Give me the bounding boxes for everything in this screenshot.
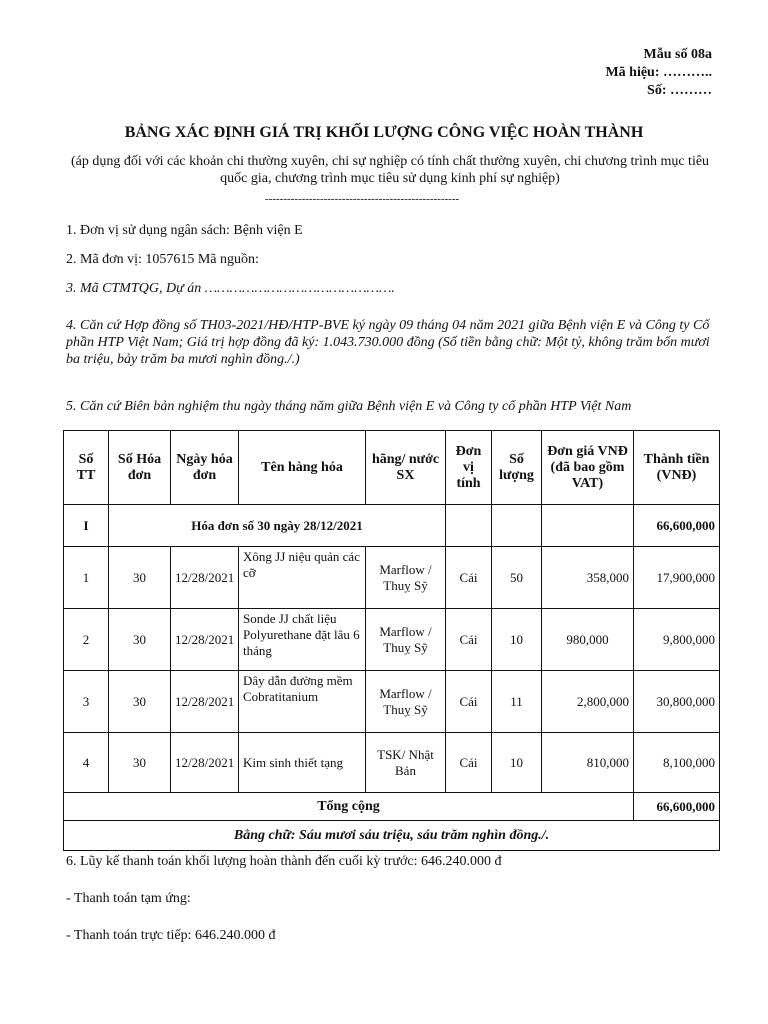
header-amount: Thành tiền (VNĐ) [634, 431, 720, 505]
group-empty-qty [492, 505, 542, 547]
row-unit-price: 2,800,000 [542, 671, 634, 733]
row-unit: Cái [446, 733, 492, 793]
header-row [64, 431, 720, 505]
row-item-name: Kim sinh thiết tạng [239, 733, 366, 793]
row-unit-price: 810,000 [542, 733, 634, 793]
row-item-name: Xông JJ niệu quản các cỡ [239, 547, 366, 609]
table-row [64, 671, 720, 733]
row-quantity: 50 [492, 547, 542, 609]
table-row [64, 547, 720, 609]
acceptance-line: 5. Căn cứ Biên bản nghiệm thu ngày tháng năm giữa Bệnh viện E và Công ty cổ phần HTP Việt Nam [66, 399, 632, 414]
row-quantity: 10 [492, 733, 542, 793]
row-invoice: 30 [109, 547, 171, 609]
header-invoice: Số Hóa đơn [109, 431, 171, 505]
project-code-line: 3. Mã CTMTQG, Dự án ………………………………………. [66, 281, 395, 296]
row-unit: Cái [446, 547, 492, 609]
row-amount: 9,800,000 [634, 609, 720, 671]
row-date: 12/28/2021 [171, 671, 239, 733]
document-title: BẢNG XÁC ĐỊNH GIÁ TRỊ KHỐI LƯỢNG CÔNG VIỆC HOÀN THÀNH [124, 124, 644, 141]
cumulative-payment-line: 6. Lũy kế thanh toán khối lượng hoàn thành đến cuối kỳ trước: 646.240.000 đ [66, 854, 502, 869]
form-meta [605, 46, 712, 100]
row-invoice: 30 [109, 609, 171, 671]
document-subtitle: (áp dụng đối với các khoản chi thường xuyên, chi sự nghiệp có tính chất thường xuyên, chi chương trình mục tiêu quốc gia, chương trình mục tiêu sử dụng kinh phí sự nghiệp) [70, 154, 710, 186]
row-date: 12/28/2021 [171, 733, 239, 793]
row-invoice: 30 [109, 733, 171, 793]
contract-line: 4. Căn cứ Hợp đồng số TH03-2021/HĐ/HTP-BVE ký ngày 09 tháng 04 năm 2021 giữa Bệnh viện E và Công ty Cổ phần HTP Việt Nam; Giá trị hợp đồng đã ký: 1.043.730.000 đồng (Số tiền bằng chữ: Một tỷ, không trăm bốn mươi ba triệu, bảy trăm ba mươi nghìn đồng./.) [66, 318, 710, 367]
header-item-name: Tên hàng hóa [239, 431, 366, 505]
form-number: Mẫu số 08a [643, 47, 712, 62]
row-amount: 30,800,000 [634, 671, 720, 733]
row-quantity: 11 [492, 671, 542, 733]
row-invoice: 30 [109, 671, 171, 733]
row-index: 2 [64, 609, 109, 671]
row-unit-price: 980,000 [542, 609, 634, 671]
in-words-row [64, 821, 720, 851]
row-maker: Marflow / Thuỵ Sỹ [366, 609, 446, 671]
row-item-name: Sonde JJ chất liệu Polyurethane đặt lâu 6 tháng [239, 609, 366, 671]
group-row [64, 505, 720, 547]
group-total: 66,600,000 [634, 505, 720, 547]
row-date: 12/28/2021 [171, 547, 239, 609]
header-quantity: Số lượng [492, 431, 542, 505]
row-quantity: 10 [492, 609, 542, 671]
unit-code-line: 2. Mã đơn vị: 1057615 Mã nguồn: [66, 252, 259, 267]
row-maker: Marflow / Thuỵ Sỹ [366, 547, 446, 609]
budget-unit-line: 1. Đơn vị sử dụng ngân sách: Bệnh viện E [66, 223, 303, 238]
row-unit: Cái [446, 671, 492, 733]
separator-rule: ----------------------------------------------------- [265, 193, 460, 205]
row-maker: TSK/ Nhật Bản [366, 733, 446, 793]
row-index: 3 [64, 671, 109, 733]
total-label: Tổng cộng [64, 793, 634, 821]
header-unit-price: Đơn giá VNĐ (đã bao gồm VAT) [542, 431, 634, 505]
row-amount: 8,100,000 [634, 733, 720, 793]
group-label: Hóa đơn số 30 ngày 28/12/2021 [109, 505, 446, 547]
total-value: 66,600,000 [634, 793, 720, 821]
header-index: Số TT [64, 431, 109, 505]
items-table [63, 430, 720, 851]
total-row [64, 793, 720, 821]
document-number: Số: ……… [647, 83, 712, 98]
row-date: 12/28/2021 [171, 609, 239, 671]
advance-payment-line: - Thanh toán tạm ứng: [66, 891, 191, 906]
form-code: Mã hiệu: ……….. [605, 65, 712, 80]
table-row [64, 609, 720, 671]
row-index: 4 [64, 733, 109, 793]
total-in-words: Bằng chữ: Sáu mươi sáu triệu, sáu trăm nghìn đồng./. [64, 821, 720, 851]
group-empty-unit [446, 505, 492, 547]
row-amount: 17,900,000 [634, 547, 720, 609]
header-maker: hãng/ nước SX [366, 431, 446, 505]
direct-payment-line: - Thanh toán trực tiếp: 646.240.000 đ [66, 928, 276, 943]
table-row [64, 733, 720, 793]
row-item-name: Dây dẫn đường mềm Cobratitanium [239, 671, 366, 733]
row-index: 1 [64, 547, 109, 609]
row-maker: Marflow / Thuỵ Sỹ [366, 671, 446, 733]
header-date: Ngày hóa đơn [171, 431, 239, 505]
header-unit: Đơn vị tính [446, 431, 492, 505]
group-empty-price [542, 505, 634, 547]
group-index: I [64, 505, 109, 547]
row-unit: Cái [446, 609, 492, 671]
row-unit-price: 358,000 [542, 547, 634, 609]
